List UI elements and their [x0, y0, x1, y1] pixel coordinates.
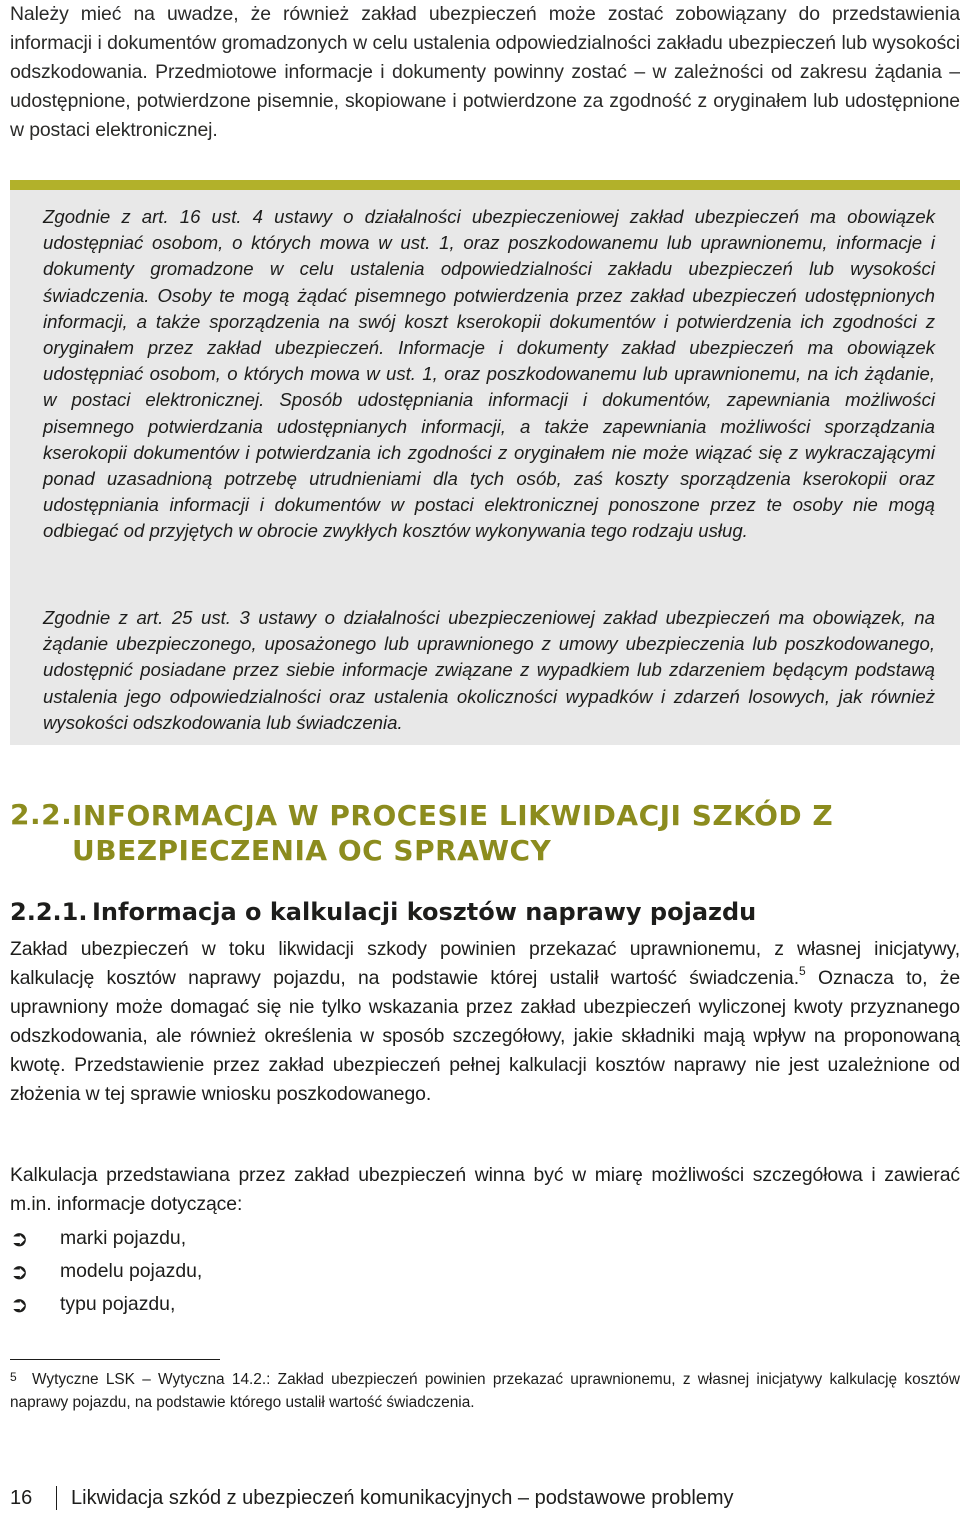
curved-arrow-icon: ➲ [10, 1291, 29, 1317]
list-item [10, 1222, 202, 1255]
footnote-divider [10, 1359, 220, 1360]
curved-arrow-icon: ➲ [10, 1258, 29, 1284]
list-item [10, 1255, 202, 1288]
curved-arrow-icon: ➲ [10, 1225, 29, 1251]
callout-paragraph-art16: Zgodnie z art. 16 ust. 4 ustawy o działalności ubezpieczeniowej zakład ubezpieczeń ma obowiązek udostępniać osobom, o których mowa w ust. 1, oraz poszkodowanemu lub uprawnionemu, informacje i dokumenty gromadzone w celu ustalenia odpowiedzialności zakładu ubezpieczeń lub wysokości świadczenia. Osoby te mogą żądać pisemnego potwierdzenia przez zakład ubezpieczeń udostępnionych informacji, a także sporządzenia na swój koszt kserokopii dokumentów i potwierdzenia ich zgodności z oryginałem przez zakład ubezpieczeń. Informacje i dokumenty zakład ubezpieczeń ma obowiązek udostępniać osobom, o których mowa w ust. 1, oraz poszkodowanemu lub uprawnionemu, na ich żądanie, w postaci elektronicznej. Sposób udostępniania informacji i dokumentów, zapewniania możliwości pisemnego potwierdzania udostępnianych informacji, a także zapewniania możliwości sporządzania kserokopii dokumentów i potwierdzania ich zgodności z oryginałem nie może wiązać się z wykraczającymi ponad uzasadnioną potrzebę utrudnieniami dla tych osób, zaś koszty sporządzenia kserokopii oraz udostępniania informacji i dokumentów w postaci elektronicznej ponoszone przez te osoby nie mogą odbiegać od przyjętych w obrocie zwykłych kosztów wykonywania tego rodzaju usług. [43, 206, 935, 542]
footnote-mark: 5 [10, 1370, 17, 1384]
body-paragraph-1-end: Oznacza to, że uprawniony może domagać się nie tylko wskazania przez zakład ubezpieczeń wyliczonej kwoty przyznanego odszkodowania, ale również określenia w sposób szczegółowy, jakie składniki mają wpływ na proponowaną kwotę. Przedstawienie przez zakład ubezpieczeń pełnej kalkulacji kosztów naprawy nie jest uzależnione od złożenia w tej sprawie wniosku poszkodowanego. [10, 967, 960, 1105]
section-number: 2.2. [10, 798, 73, 831]
list-item [10, 1288, 202, 1321]
bullet-list [10, 1222, 202, 1321]
callout-paragraph-art25: Zgodnie z art. 25 ust. 3 ustawy o działalności ubezpieczeniowej zakład ubezpieczeń ma obowiązek, na żądanie ubezpieczonego, uposażonego lub uprawnionego z umowy ubezpieczenia lub poszkodowanego, udostępnić posiadane przez siebie informacje związane z wypadkiem lub zdarzeniem będącym podstawą ustalenia jego odpowiedzialności oraz ustalenia okoliczności wypadków i zdarzeń losowych, jak również wysokości odszkodowania lub świadczenia. [43, 607, 935, 733]
subsection-title: Informacja o kalkulacji kosztów naprawy pojazdu [92, 898, 757, 926]
footnote-reference[interactable]: 5 [799, 963, 806, 978]
body-paragraph-1-start: Zakład ubezpieczeń w toku likwidacji szkody powinien przekazać uprawnionemu, z własnej inicjatywy, kalkulację kosztów naprawy pojazdu, na podstawie której ustalił wartość świadczenia. [10, 938, 960, 989]
legal-callout-box [10, 180, 960, 745]
body-paragraph-2: Kalkulacja przedstawiana przez zakład ubezpieczeń winna być w miarę możliwości szczegółowa i zawierać m.in. informacje dotyczące: [10, 1164, 960, 1215]
body-paragraph-1 [10, 935, 960, 1109]
page-footer [10, 1483, 734, 1513]
footnote [10, 1366, 960, 1414]
list-item-text: marki pojazdu, [60, 1227, 187, 1249]
section-title: INFORMACJA W PROCESIE LIKWIDACJI SZKÓD Z UBEZPIECZENIA OC SPRAWCY [72, 799, 834, 867]
list-item-text: typu pojazdu, [60, 1293, 176, 1315]
running-title: Likwidacja szkód z ubezpieczeń komunikacyjnych – podstawowe problemy [71, 1486, 734, 1509]
list-item-text: modelu pojazdu, [60, 1260, 203, 1282]
footnote-text: Wytyczne LSK – Wytyczna 14.2.: Zakład ubezpieczeń powinien przekazać uprawnionemu, z własnej inicjatywy kalkulację kosztów naprawy pojazdu, na podstawie którego ustalił wartość świadczenia. [10, 1371, 960, 1411]
subsection-number: 2.2.1. [10, 898, 88, 926]
intro-paragraph: Należy mieć na uwadze, że również zakład ubezpieczeń może zostać zobowiązany do przedstawienia informacji i dokumentów gromadzonych w celu ustalenia odpowiedzialności zakładu ubezpieczeń lub wysokości odszkodowania. Przedmiotowe informacje i dokumenty powinny zostać – w zależności od zakresu żądania – udostępnione, potwierdzone pisemnie, skopiowane i potwierdzone za zgodność z oryginałem lub udostępnione w postaci elektronicznej. [10, 3, 960, 141]
page-number: 16 [10, 1486, 33, 1509]
footer-divider [56, 1486, 57, 1510]
